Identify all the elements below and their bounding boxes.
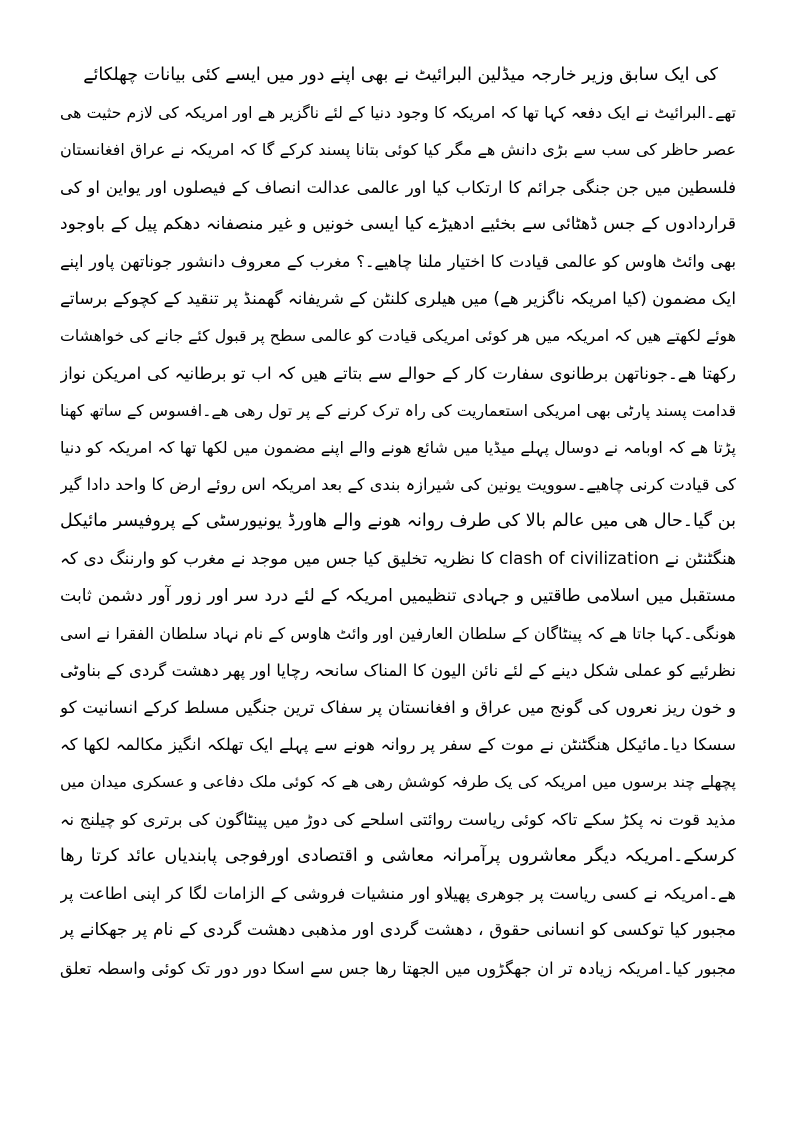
text-line: فلسطین میں جن جنگی جرائم کا ارتکاب کیا اور عالمی عدالت انصاف کے فیصلوں اور یواین او کی: [60, 177, 736, 197]
text-line: ھے۔امریکہ نے کسی ریاست پر جوھری پھیلاو اور منشیات فروشی کے الزامات لگا کر اپنی اطاعت پر: [60, 884, 736, 904]
text-line: و خون ریز نعروں کی گونج میں عراق و افغانستان پر سفاک ترین جنگیں مسلط کرکے انسانیت کو: [60, 697, 736, 718]
text-line: نظرئیے کو عملی شکل دینے کے لئے نائن الیون کا المناک سانحہ رچایا اور پھر دھشت گردی کے بناوٹی: [60, 661, 736, 680]
text-line: مجبور کیا توکسی کو انسانی حقوق ، دھشت گردی اور مذھبی دھشت گردی کے نام پر جھکانے پر: [60, 920, 736, 941]
text-line: رکھتا ھے۔جوناتھن برطانوی سفارت کار کے حوالے سے بتاتے ھیں کہ اب تو برطانیہ کی امریکن نواز: [60, 362, 736, 383]
text-line: ھنگٹنٹن نے clash of civilization کا نظریہ تخلیق کیا جس میں موجد نے مغرب کو وارننگ دی کہ: [60, 548, 736, 569]
text-line: بھی وائٹ ھاوس کو عالمی قیادت کا اختیار ملنا چاھیے۔؟ مغرب کے معروف دانشور جوناتھن پاور اپنے: [60, 251, 736, 271]
text-line: تھے۔البرائیٹ نے ایک دفعہ کہا تھا کہ امریکہ کا وجود دنیا کے لئے ناگزیر ھے اور امریکہ کی لازم حثیت ھی: [60, 103, 736, 123]
text-line: مجبور کیا۔امریکہ زیادہ تر ان جھگڑوں میں الجھتا رھا جس سے اسکا دور دور تک کوئی واسطہ تعلق: [60, 958, 736, 978]
text-line: مستقبل میں اسلامی طاقتیں و جہادی تنظیمیں امریکہ کے لئے درد سر اور زور آور دشمن ثابت: [60, 585, 736, 606]
text-line: ایک مضمون (کیا امریکہ ناگزیر ھے) میں ھیلری کلنٹن کے شریفانہ گھمنڈ پر تنقید کے کچوکے برساتے: [60, 288, 736, 309]
text-line: کی ایک سابق وزیر خارجہ میڈلین البرائیٹ نے بھی اپنے دور میں ایسے کئی بیانات چھلکائے: [83, 65, 718, 85]
text-line: سسکا دیا۔مائیکل ھنگٹنٹن نے موت کے سفر پر روانہ ھونے سے پہلے ایک تھلکہ انگیز مکالمہ لکھا کہ: [60, 735, 736, 755]
urdu-text-block: [60, 57, 736, 987]
text-line: پچھلے چند برسوں میں امریکہ کی یک طرفہ کوشش رھی ھے کہ کوئی ملک دفاعی و عسکری میدان میں: [60, 772, 736, 791]
text-line: قدامت پسند پارٹی بھی امریکی استعماریت کی راہ ترک کرنے کے پر تول رھی ھے۔افسوس کے ساتھ کھنا: [60, 400, 736, 420]
text-line: مذید قوت نہ پکڑ سکے تاکہ کوئی ریاست روائتی اسلحے کی دوڑ میں پینٹاگون کی برتری کو چیلنج نہ: [60, 809, 736, 829]
text-line: بن گیا۔حال ھی میں عالم بالا کی طرف روانہ ھونے والے ھاورڈ یونیورسٹی کے پروفیسر مائیکل: [60, 511, 736, 532]
text-line: ھونگی۔کہا جاتا ھے کہ پینٹاگان کے سلطان العارفین اور وائٹ ھاوس کے نام نہاد سلطان الفقرا نے اسی: [60, 623, 736, 643]
text-line: پڑتا ھے کہ اوبامہ نے دوسال پہلے میڈیا میں شائع ھونے والے اپنے مضمون میں لکھا تھا کہ امریکہ کو دنیا: [60, 437, 736, 457]
text-line: عصر حاظر کی سب سے بڑی دانش ھے مگر کیا کوئی بتانا پسند کرکے گا کہ امریکہ نے عراق افغانستان: [60, 140, 736, 160]
text-line: کرسکے۔امریکہ دیگر معاشروں پرآمرانہ معاشی و اقتصادی اورفوجی پابندیاں عائد کرتا رھا: [60, 845, 736, 866]
text-line: ھوئے لکھتے ھیں کہ امریکہ میں ھر کوئی امریکی قیادت کو عالمی سطح پر قبول کئے جانے کی خواھشات: [60, 326, 736, 346]
text-line: قراردادوں کے جس ڈھٹائی سے بخئیے ادھیڑے کیا ایسی خونیں و غیر منصفانہ دھکم پیل کے باوجود: [60, 213, 736, 234]
text-line: کی قیادت کرنی چاھیے۔سوویت یونین کی شیرازہ بندی کے بعد امریکہ اس روئے ارض کا واحد دادا گیر: [60, 475, 736, 495]
